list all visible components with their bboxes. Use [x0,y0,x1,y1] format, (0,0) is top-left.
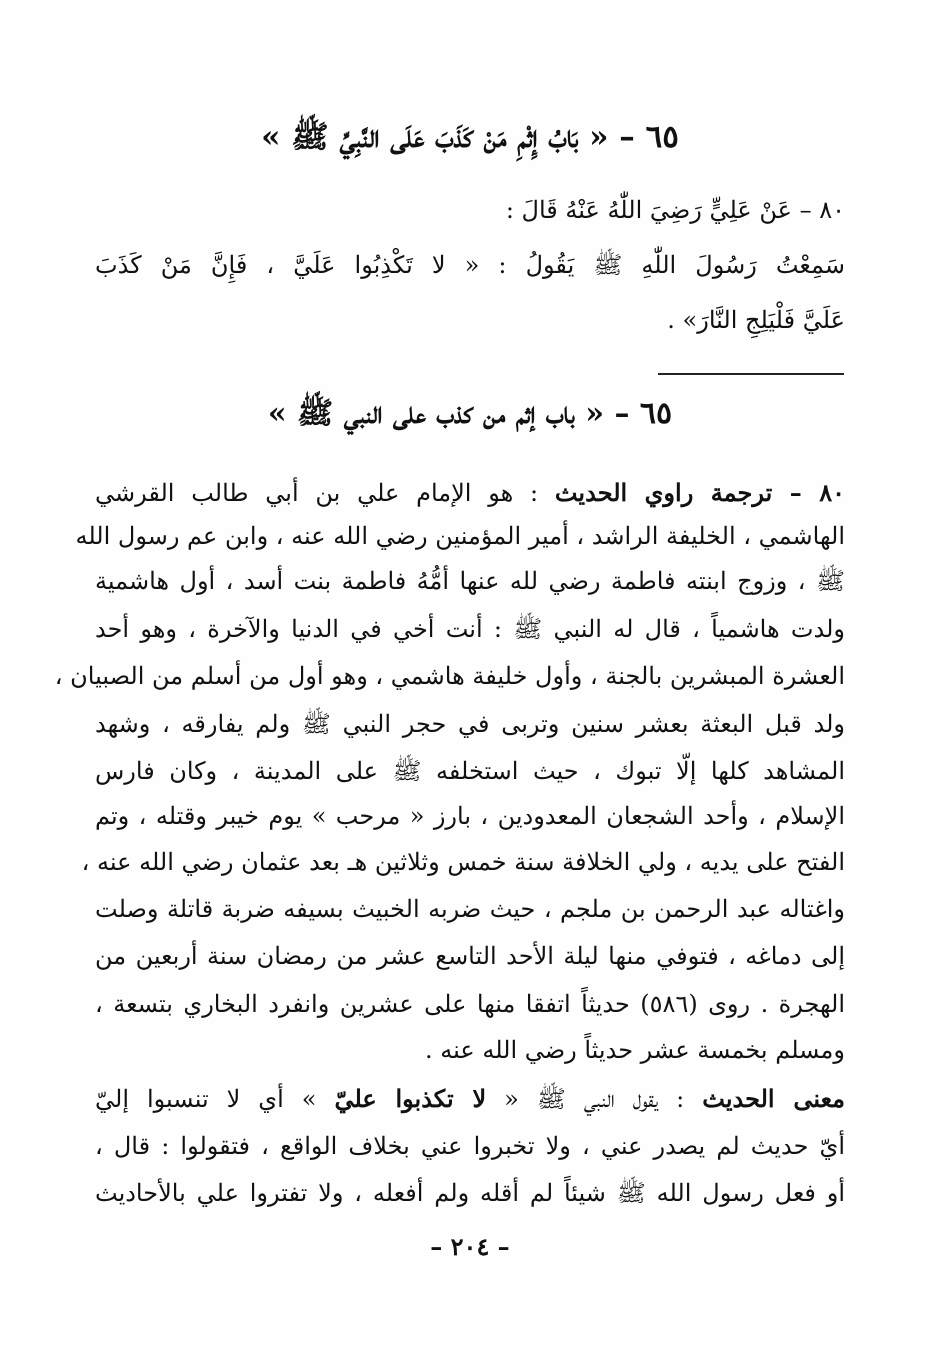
meaning-line-3: أو فعل رسول الله ﷺ شيئاً لم أقله ولم أفعله ، ولا تفتروا علي بالأحاديث [95,1179,845,1207]
meaning-label: معنى الحديث [702,1084,846,1113]
bio-line-10: واغتاله عبد الرحمن بن ملجم ، حيث ضربه الخبيث بسيفه ضربة قاتلة وصلت [95,895,845,923]
meaning-line-1-mid: : يقول النبي ﷺ « [486,1085,703,1113]
hadith-line-2: سَمِعْتُ رَسُولَ اللّٰهِ ﷺ يَقُولُ : « لا تَكْذِبُوا عَلَيَّ ، فَإِنَّ مَنْ كَذَبَ [95,251,845,279]
chapter-heading: ٦٥ – « بَابُ إِثْمِ مَنْ كَذَبَ عَلَى النَّبِيِّ ﷺ » [261,119,679,155]
bio-line-12: الهجرة . روى (٥٨٦) حديثاً اتفقا منها على عشرين وانفرد البخاري بتسعة ، [95,990,845,1018]
bio-line-3: ﷺ ، وزوج ابنته فاطمة رضي لله عنها أمُّهُ فاطمة بنت أسد ، أول هاشمية [95,567,845,595]
bio-line-2: الهاشمي ، الخليفة الراشد ، أمير المؤمنين رضي الله عنه ، وابن عم رسول الله [75,522,845,550]
meaning-line-1 [95,1084,845,1119]
hadith-line-3: عَلَيَّ فَلْيَلِجِ النَّارَ» . [667,306,845,334]
bio-line-5: العشرة المبشرين بالجنة ، وأول خليفة هاشمي ، وهو أول من أسلم من الصبيان ، [54,662,845,690]
bio-line-8: الإسلام ، وأحد الشجعان المعدودين ، بارز « مرحب » يوم خيبر وقتله ، وتم [95,802,845,830]
bio-line-1-text: : هو الإمام علي بن أبي طالب القرشي [95,479,555,507]
bio-line-4: ولدت هاشمياً ، قال له النبي ﷺ : أنت أخي في الدنيا والآخرة ، وهو أحد [95,615,845,643]
bio-line-1 [95,478,845,507]
meaning-quote: لا تكذبوا عليّ [334,1084,487,1113]
bio-line-11: إلى دماغه ، فتوفي منها ليلة الأحد التاسع عشر من رمضان سنة أربعين من [95,942,845,970]
page-number: – ٢٠٤ – [430,1232,510,1261]
bio-line-13: ومسلم بخمسة عشر حديثاً رضي الله عنه . [425,1036,845,1064]
commentary-heading: ٦٥ – « باب إثم من كذب على النبي ﷺ » [267,396,673,431]
bio-line-9: الفتح على يديه ، ولي الخلافة سنة خمس وثلاثين هـ بعد عثمان رضي الله عنه ، [81,848,845,876]
meaning-line-2: أيّ حديث لم يصدر عني ، ولا تخبروا عني بخلاف الواقع ، فتقولوا : قال ، [95,1132,845,1160]
bio-line-6: ولد قبل البعثة بعشر سنين وتربى في حجر النبي ﷺ ولم يفارقه ، وشهد [95,710,845,738]
bio-line-7: المشاهد كلها إلّا تبوك ، حيث استخلفه ﷺ على المدينة ، وكان فارس [95,757,845,785]
section-divider [658,373,844,375]
bio-label: ٨٠ – ترجمة راوي الحديث [554,478,845,507]
meaning-line-1-rest: » أي لا تنسبوا إليّ [95,1085,335,1113]
hadith-line-1: ٨٠ – عَنْ عَلِيٍّ رَضِيَ اللّٰهُ عَنْهُ قَالَ : [505,196,845,224]
